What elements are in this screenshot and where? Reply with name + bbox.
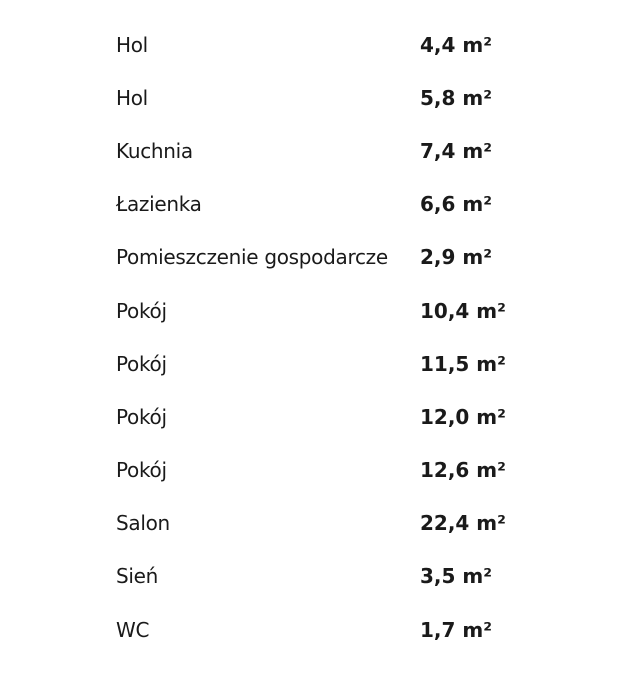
room-row: [116, 284, 536, 337]
room-row: [116, 337, 536, 390]
room-row: [116, 124, 536, 177]
room-row: [116, 71, 536, 124]
room-name: Pomieszczenie gospodarcze: [116, 245, 388, 270]
room-row: [116, 390, 536, 443]
room-row: [116, 603, 536, 656]
room-area: 2,9 m²: [420, 245, 492, 270]
room-name: Hol: [116, 85, 148, 110]
room-name: Pokój: [116, 351, 167, 376]
room-name: Sień: [116, 564, 159, 589]
room-name: Kuchnia: [116, 138, 193, 163]
room-area: 6,6 m²: [420, 192, 492, 217]
room-name: Łazienka: [116, 192, 202, 217]
room-name: WC: [116, 617, 150, 642]
room-area: 1,7 m²: [420, 617, 492, 642]
room-name: Pokój: [116, 458, 167, 483]
room-name: Hol: [116, 32, 148, 57]
room-row: [116, 231, 536, 284]
room-area: 7,4 m²: [420, 138, 492, 163]
room-area: 12,6 m²: [420, 458, 506, 483]
room-area: 12,0 m²: [420, 404, 506, 429]
room-row: [116, 497, 536, 550]
room-row: [116, 18, 536, 71]
room-area: 11,5 m²: [420, 351, 506, 376]
room-area: 5,8 m²: [420, 85, 492, 110]
room-area: 10,4 m²: [420, 298, 506, 323]
room-area-list: [116, 18, 536, 656]
room-row: [116, 550, 536, 603]
room-area: 3,5 m²: [420, 564, 492, 589]
room-name: Pokój: [116, 298, 167, 323]
room-area: 4,4 m²: [420, 32, 492, 57]
room-row: [116, 178, 536, 231]
room-row: [116, 444, 536, 497]
room-area: 22,4 m²: [420, 511, 506, 536]
room-name: Pokój: [116, 404, 167, 429]
room-name: Salon: [116, 511, 170, 536]
